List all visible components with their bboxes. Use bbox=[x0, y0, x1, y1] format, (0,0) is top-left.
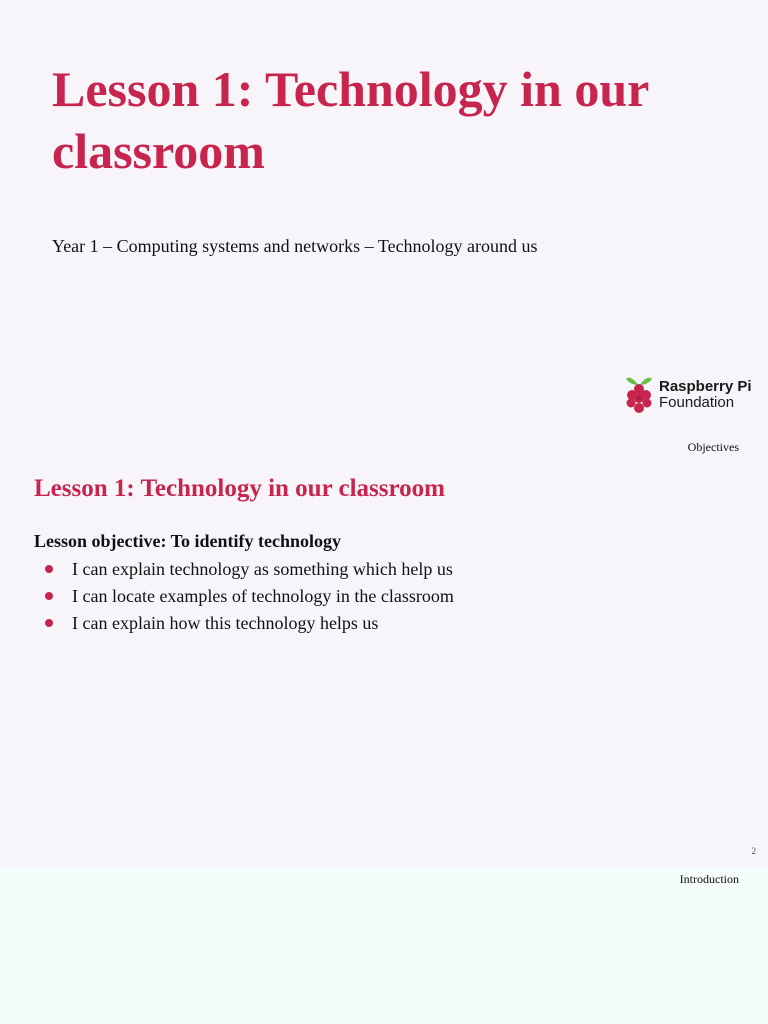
lesson-title: Lesson 1: Technology in our classroom bbox=[52, 61, 649, 179]
lesson-subtitle: Year 1 – Computing systems and networks – Technology around us bbox=[52, 236, 538, 256]
section-label-introduction: Introduction bbox=[679, 872, 739, 886]
bullet-icon bbox=[45, 592, 53, 600]
page-number: 2 bbox=[751, 846, 756, 856]
introduction-slide bbox=[0, 867, 768, 1024]
section-label-objectives: Objectives bbox=[687, 440, 739, 454]
list-item-text: I can locate examples of technology in the classroom bbox=[72, 586, 454, 606]
list-item-text: I can explain technology as something which help us bbox=[72, 559, 453, 579]
bullet-icon bbox=[45, 565, 53, 573]
logo-text-line2: Foundation bbox=[659, 394, 735, 411]
list-item bbox=[34, 556, 454, 583]
objectives-slide bbox=[0, 435, 768, 867]
list-item-text: I can explain how this technology helps us bbox=[72, 613, 379, 633]
lesson-objective: Lesson objective: To identify technology bbox=[34, 531, 342, 551]
bullet-icon bbox=[45, 619, 53, 627]
logo-text-line1: Raspberry Pi bbox=[659, 378, 752, 395]
raspberry-icon bbox=[624, 376, 654, 414]
title-slide bbox=[0, 0, 768, 435]
objective-list bbox=[34, 556, 454, 637]
objectives-title: Lesson 1: Technology in our classroom bbox=[34, 475, 445, 502]
list-item bbox=[34, 610, 454, 637]
list-item bbox=[34, 583, 454, 610]
raspberry-pi-foundation-logo bbox=[624, 376, 752, 414]
